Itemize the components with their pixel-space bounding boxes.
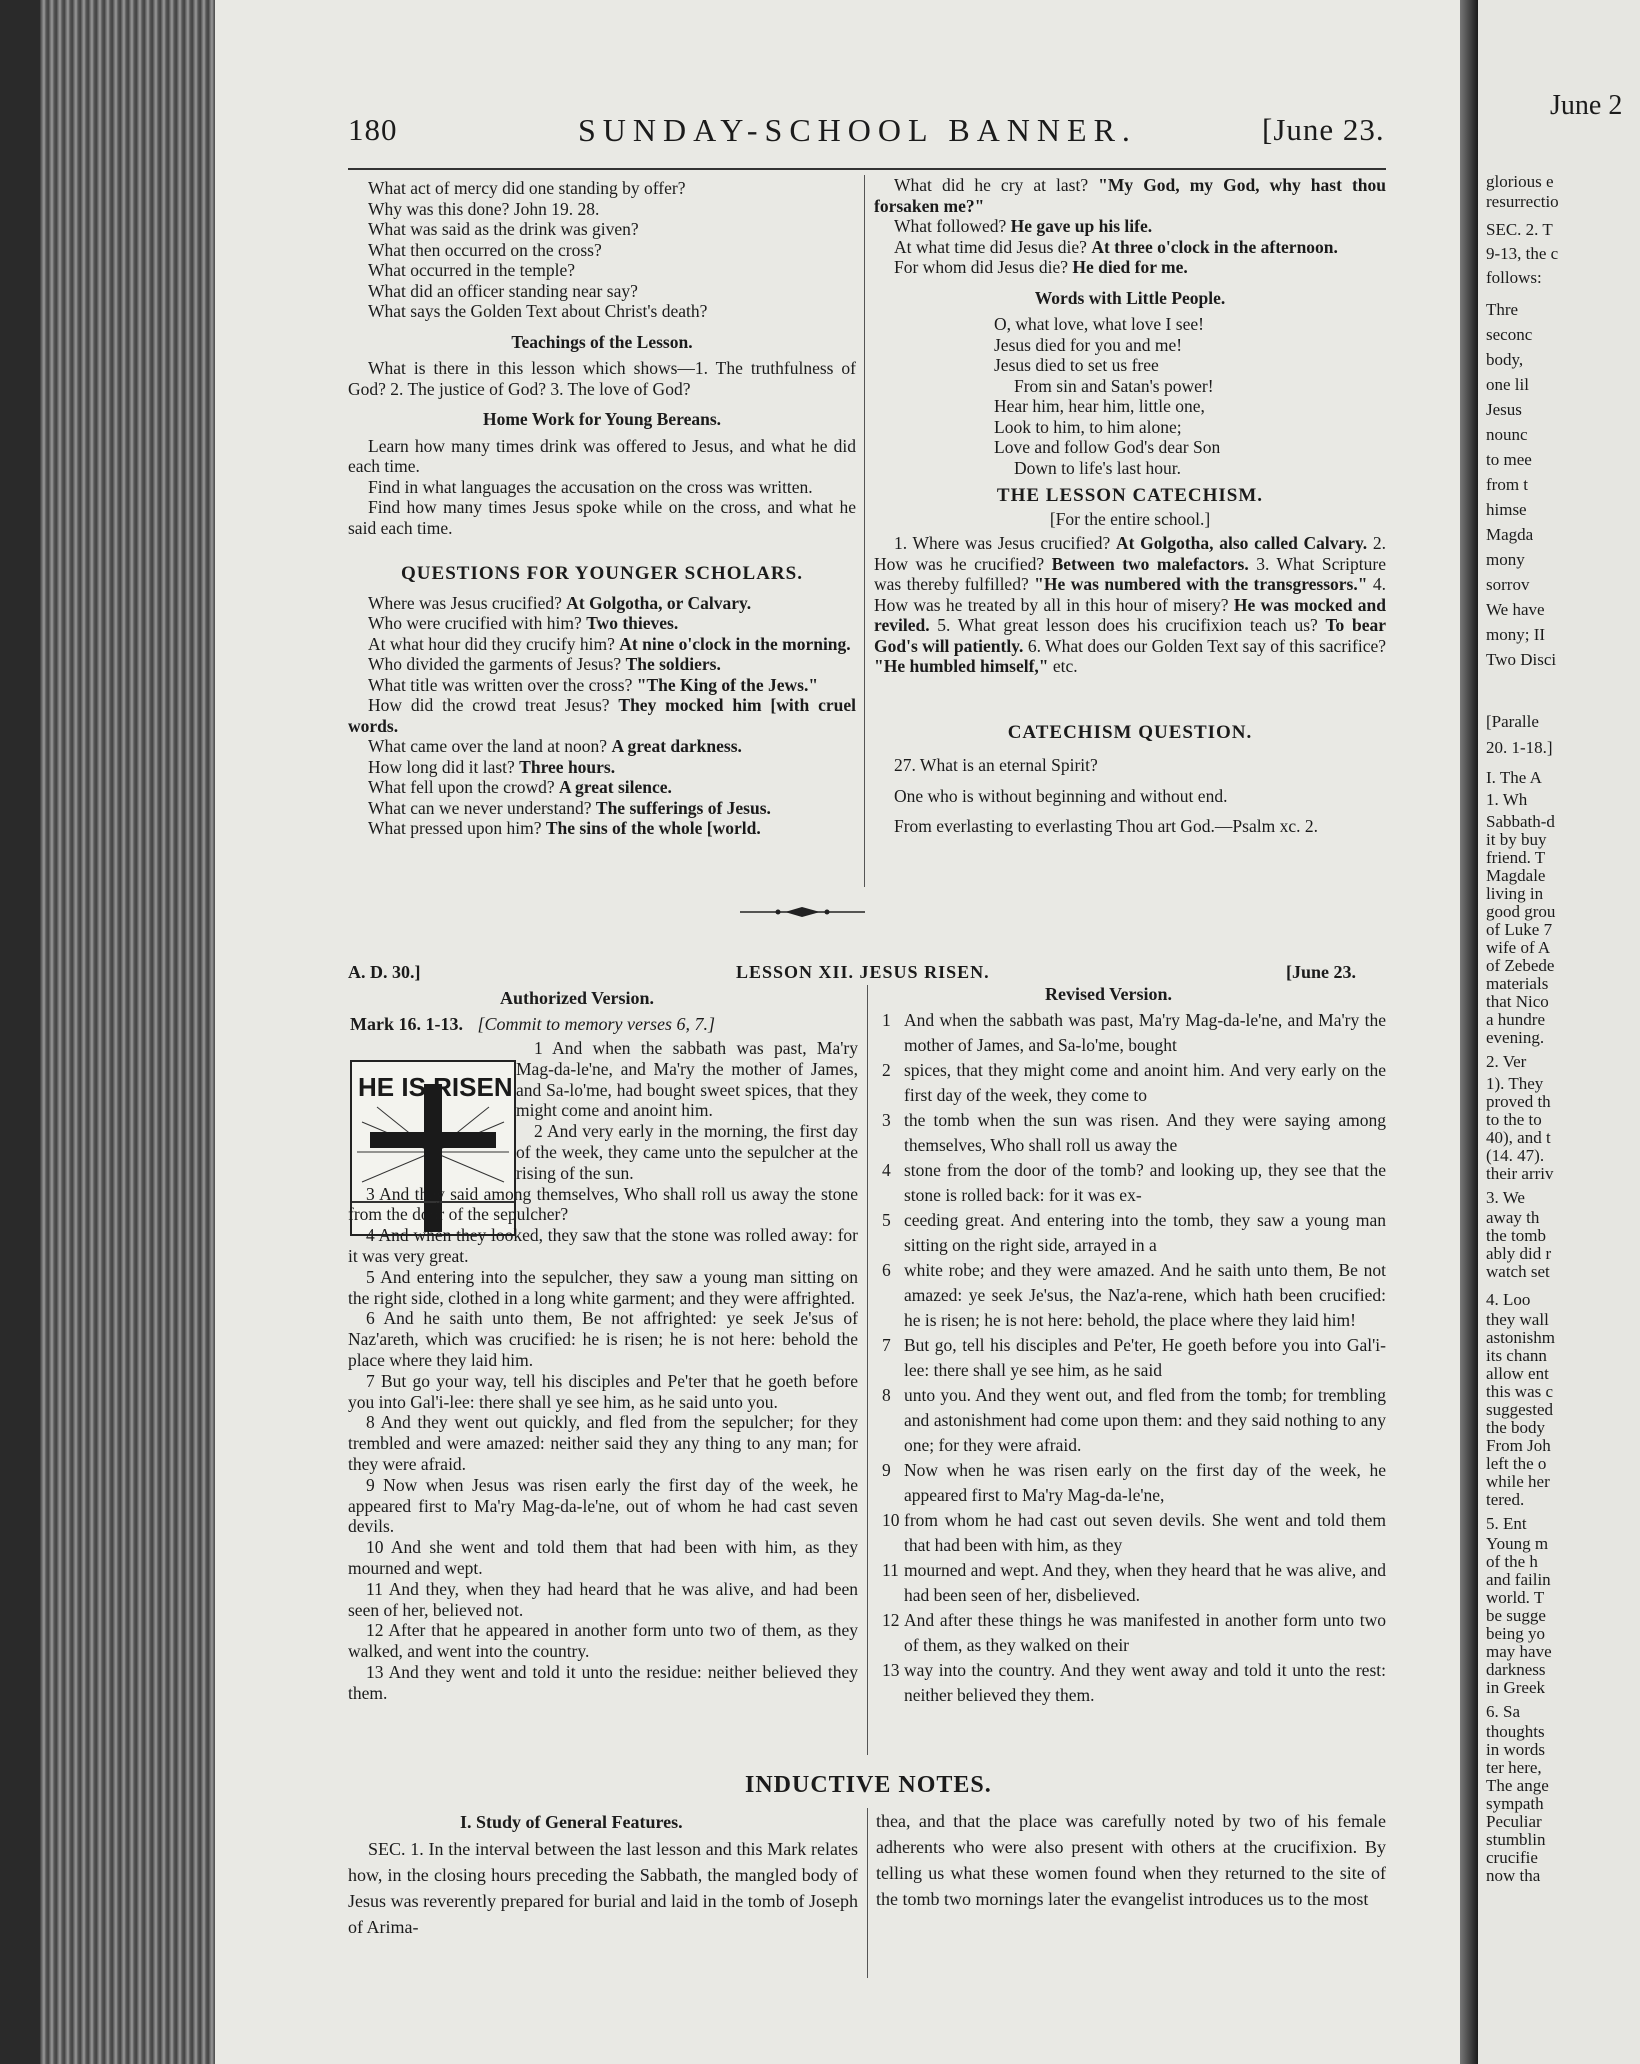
poem-line: Jesus died to set us free (994, 355, 1159, 375)
memory-verses: [Commit to memory verses 6, 7.] (477, 1014, 715, 1034)
next-page-line: from t (1486, 475, 1529, 494)
catechism-question: 5. What great lesson does his crucifixion teach us? (937, 615, 1318, 635)
next-page-line: that Nico (1486, 992, 1549, 1011)
notes-title: INDUCTIVE NOTES. (745, 1772, 992, 1798)
verse-number: 8 (882, 1385, 891, 1405)
verse-number: 4 (882, 1160, 891, 1180)
poem-line: Love and follow God's dear Son (994, 437, 1221, 457)
qa-question: What did he cry at last? (894, 175, 1089, 195)
poem-line: O, what love, what love I see! (994, 314, 1204, 334)
younger-qa (348, 675, 856, 696)
notes-left-text: SEC. 1. In the interval between the last lesson and this Mark relates how, in the closing hours preceding the Sabbath, the mangled body of Jesus was reverently prepared for burial and laid in the tomb of Joseph of Arima- (348, 1839, 858, 1937)
notes-right (876, 1808, 1386, 1912)
younger-question: What came over the land at noon? (368, 736, 608, 756)
younger-question: What pressed upon him? (368, 818, 542, 838)
next-page-line: in words (1486, 1740, 1546, 1759)
next-page-line: sympath (1486, 1794, 1544, 1813)
catechism-question: 1. Where was Jesus crucified? (894, 533, 1111, 553)
catechism-answer: "He was numbered with the transgressors." (1034, 574, 1368, 594)
authorized-verse: 13 And they went and told it unto the residue: neither believed they them. (348, 1661, 858, 1703)
younger-qa (348, 757, 856, 778)
authorized-verse: 11 And they, when they had heard that he was alive, and had been seen of her, believed not. (348, 1578, 858, 1620)
younger-question: What can we never understand? (368, 797, 592, 818)
revised-verse (878, 1383, 1386, 1458)
younger-answer: The sufferings of Jesus. (595, 797, 771, 818)
next-page-line: Sabbath-d (1486, 812, 1555, 831)
next-page-line: Magdale (1486, 866, 1546, 885)
catechism-subtitle: [For the entire school.] (1049, 508, 1211, 529)
authorized-verse: 9 Now when Jesus was risen early the first day of the week, he appeared first to Ma'ry Mag-da-le'ne, out of whom he had cast seven devils. (348, 1474, 858, 1537)
question-line: What did an officer standing near say? (368, 280, 638, 301)
next-page-line: wife of A (1486, 938, 1551, 957)
authorized-label: Authorized Version. (500, 988, 655, 1008)
next-page-line: world. T (1486, 1588, 1545, 1607)
revised-verse (878, 1608, 1386, 1658)
younger-qa (348, 695, 856, 736)
younger-answer: Two thieves. (586, 613, 679, 633)
left-column (348, 178, 856, 839)
catechism-end: etc. (1052, 656, 1078, 676)
qa-line (874, 216, 1386, 237)
catechism-answer: Between two malefactors. (1051, 553, 1249, 574)
book-gutter (1460, 0, 1478, 2064)
authorized-verse: 7 But go your way, tell his disciples and Pe'ter that he goeth before you into Gal'i-lee: there shall ye see him, as he said unto you. (348, 1370, 858, 1412)
younger-qa (348, 818, 856, 839)
verse-text: And when the sabbath was past, Ma'ry Mag-da-le'ne, and Ma'ry the mother of James, and Sa-lo'me, bought (904, 1010, 1386, 1055)
younger-question: Who divided the garments of Jesus? (368, 654, 622, 674)
next-page-line: one lil (1486, 375, 1529, 394)
next-page-line: they wall (1486, 1310, 1549, 1329)
authorized-version (348, 1038, 858, 1704)
next-page-line: it by buy (1486, 830, 1547, 849)
qa-question: What followed? (894, 216, 1007, 236)
next-page-line: allow ent (1486, 1364, 1549, 1383)
next-page-line: mony (1486, 550, 1525, 569)
catechism-answer: To bear God's will patiently. (874, 615, 1387, 656)
question-line: What says the Golden Text about Christ's death? (368, 301, 708, 321)
younger-qa (348, 798, 856, 819)
next-page-line: in Greek (1486, 1678, 1546, 1697)
younger-question: Where was Jesus crucified? (368, 592, 562, 613)
verse-text: unto you. And they went out, and fled from the tomb; for trembling and astonishment had come upon them: and they said nothing to any one; for they were afraid. (904, 1385, 1386, 1455)
younger-question: How did the crowd treat Jesus? (368, 695, 610, 715)
younger-answer: The soldiers. (625, 654, 721, 674)
next-page-line: proved th (1486, 1092, 1551, 1111)
lesson-date: [June 23. (1286, 962, 1357, 982)
little-people-title: Words with Little People. (1034, 287, 1226, 308)
verse-number: 2 (882, 1060, 891, 1080)
next-page-line: 9-13, the c (1486, 244, 1559, 263)
next-page-line: 4. Loo (1486, 1290, 1531, 1309)
qa-answer: He gave up his life. (1010, 216, 1153, 236)
column-divider (864, 175, 865, 887)
question-line: What was said as the drink was given? (368, 219, 639, 239)
qa-line (874, 175, 1386, 216)
qa-question: For whom did Jesus die? (894, 257, 1069, 277)
lesson-title: LESSON XII. JESUS RISEN. (736, 962, 990, 982)
verse-text: mourned and wept. And they, when they heard that he was alive, and had been seen of her, disbelieved. (904, 1560, 1386, 1605)
next-page-line: of Zebede (1486, 956, 1555, 975)
younger-answer: At Golgotha, or Calvary. (566, 592, 752, 613)
younger-answer: At nine o'clock in the morning. (619, 633, 851, 654)
header-rule (348, 168, 1386, 170)
next-page-line: glorious e (1486, 172, 1554, 191)
poem-line: Jesus died for you and me! (994, 334, 1183, 355)
next-page-line: ter here, (1486, 1758, 1542, 1777)
next-page-line: Thre (1486, 300, 1519, 319)
revised-label: Revised Version. (1045, 984, 1173, 1004)
verse-text: way into the country. And they went away and told it unto the rest: neither believed they them. (904, 1660, 1386, 1705)
poem-line: Hear him, hear him, little one, (994, 396, 1205, 416)
authorized-verse: 2 And very early in the morning, the first day of the week, they came unto the sepulcher at the rising of the sun. (516, 1121, 858, 1183)
verse-text: ceeding great. And entering into the tomb, they saw a young man sitting on the right side, arrayed in a (904, 1210, 1386, 1255)
next-page-line: 2. Ver (1486, 1052, 1527, 1071)
catechism-question: 2. How was he crucified? (874, 533, 1386, 574)
right-column (874, 175, 1386, 837)
younger-qa (348, 593, 856, 614)
verse-number: 11 (882, 1560, 899, 1580)
authorized-verse: 3 And they said among themselves, Who shall roll us away the stone from the door of the sepulcher? (348, 1183, 858, 1225)
next-page-line: being yo (1486, 1624, 1546, 1643)
poem-line: Look to him, to him alone; (994, 416, 1182, 437)
qa-answer: He died for me. (1072, 257, 1188, 277)
scripture-reference-row (350, 1014, 715, 1035)
catechism-answer: One who is without beginning and without end. (894, 785, 1228, 806)
homework-item: Find how many times Jesus spoke while on the cross, and what he said each time. (348, 497, 856, 538)
next-page-line: resurrectio (1486, 192, 1559, 211)
book-spine (40, 0, 215, 2064)
next-page-line: (14. 47). (1486, 1146, 1545, 1165)
lesson-divider (867, 985, 868, 1755)
catechism-answer: At Golgotha, also called Calvary. (1115, 533, 1368, 553)
he-is-risen-text: HE IS RISEN (358, 1072, 513, 1102)
ornament-divider (740, 905, 865, 919)
notes-subtitle: I. Study of General Features. (460, 1812, 683, 1832)
next-page-line: 1). They (1486, 1074, 1544, 1093)
next-page-line: and failin (1486, 1570, 1551, 1589)
verse-text: stone from the door of the tomb? and looking up, they see that the stone is rolled back: for it was ex- (904, 1160, 1386, 1205)
catechism-question: 27. What is an eternal Spirit? (894, 755, 1098, 775)
next-page-line: nounc (1486, 425, 1528, 444)
authorized-verse: 5 And entering into the sepulcher, they saw a young man sitting on the right side, clothed in a long white garment; and they were affrighted. (348, 1266, 858, 1308)
catechism-question: 6. What does our Golden Text say of this sacrifice? (1027, 635, 1387, 656)
next-page-line: mony; II (1486, 625, 1546, 644)
next-page-line: suggested (1486, 1400, 1554, 1419)
next-page-line: himse (1486, 500, 1527, 519)
next-page-line: 1. Wh (1486, 790, 1528, 809)
younger-answer: A great darkness. (611, 736, 742, 756)
next-page-line: now tha (1486, 1866, 1541, 1885)
revised-verse (878, 1333, 1386, 1383)
younger-answer: They mocked him [with cruel words. (348, 695, 857, 736)
next-page-line: to the to (1486, 1110, 1542, 1129)
next-page-line: From Joh (1486, 1436, 1551, 1455)
next-page-line: The ange (1486, 1776, 1549, 1795)
authorized-verse: 1 And when the sabbath was past, Ma'ry Mag-da-le'ne, and Ma'ry the mother of James, and Sa-lo'me, had bought sweet spices, that they might come and anoint him. (516, 1038, 858, 1121)
notes-right-text: thea, and that the place was carefully noted by two of his female adherents who were also present with others at the crucifixion. By telling us what these women found when they returned to the site of the tomb two mornings later the evangelist introduces us to the most (876, 1811, 1386, 1909)
next-page-line: away th (1486, 1208, 1540, 1227)
authorized-verse: 4 And when they looked, they saw that the stone was rolled away: for it was very great. (348, 1225, 858, 1266)
teachings-text: What is there in this lesson which shows—1. The truthfulness of God? 2. The justice of God? 3. The love of God? (348, 358, 856, 399)
verse-text: from whom he had cast out seven devils. She went and told them that had been with him, as they (904, 1510, 1386, 1555)
next-page-line: watch set (1486, 1262, 1550, 1281)
authorized-verse: 8 And they went out quickly, and fled from the sepulcher; for they trembled and were amazed: neither said they any thing to any man; for they were afraid. (348, 1412, 858, 1474)
next-page-line: may have (1486, 1642, 1552, 1661)
qa-line (874, 237, 1386, 258)
verse-text: But go, tell his disciples and Pe'ter, He goeth before you into Gal'i-lee: there shall ye see him, as he said (904, 1335, 1386, 1380)
next-page-line: follows: (1486, 268, 1542, 287)
verse-number: 10 (882, 1510, 900, 1530)
verse-text: spices, that they might come and anoint him. And very early on the first day of the week, they come to (904, 1060, 1386, 1105)
authorized-verse: 10 And she went and told them that had been with him, as they mourned and wept. (348, 1537, 858, 1578)
catechism-text (874, 533, 1386, 677)
page-title: SUNDAY-SCHOOL BANNER. (578, 112, 1137, 148)
next-page-line: 5. Ent (1486, 1514, 1527, 1533)
next-page-line: [Paralle (1486, 712, 1539, 731)
qa-answer: At three o'clock in the afternoon. (1091, 236, 1338, 257)
next-page-line: materials (1486, 974, 1549, 993)
next-page-line: while her (1486, 1472, 1550, 1491)
question-line: Why was this done? John 19. 28. (368, 198, 600, 219)
next-page-line: 3. We (1486, 1188, 1525, 1207)
younger-answer: A great silence. (558, 777, 672, 797)
scripture-reference: Mark 16. 1-13. (350, 1014, 463, 1034)
revised-verse (878, 1208, 1386, 1258)
younger-question: What fell upon the crowd? (368, 777, 555, 797)
revised-verse (878, 1108, 1386, 1158)
next-page-line: 20. 1-18.] (1486, 738, 1553, 757)
verse-number: 12 (882, 1610, 900, 1630)
younger-question: What title was written over the cross? (368, 674, 633, 695)
next-page-line: be sugge (1486, 1606, 1546, 1625)
poem-line: From sin and Satan's power! (1014, 375, 1214, 396)
younger-question: Who were crucified with him? (368, 613, 582, 633)
younger-qa (348, 736, 856, 757)
next-page-line: ably did r (1486, 1244, 1552, 1263)
next-page-line: their arriv (1486, 1164, 1554, 1183)
revised-verse (878, 1058, 1386, 1108)
catechism-question: 3. What Scripture was thereby fulfilled? (874, 553, 1386, 594)
verse-number: 3 (882, 1110, 891, 1130)
next-page-line: of the h (1486, 1552, 1538, 1571)
verse-number: 13 (882, 1660, 900, 1680)
catechism-question: 4. How was he treated by all in this hour of misery? (874, 574, 1387, 615)
younger-question: At what hour did they crucify him? (368, 633, 615, 654)
verse-number: 6 (882, 1260, 891, 1280)
next-page-line: the body (1486, 1418, 1546, 1437)
homework-item: Find in what languages the accusation on the cross was written. (368, 476, 813, 497)
catechism-question-title: CATECHISM QUESTION. (1007, 721, 1253, 743)
next-page-line: We have (1486, 600, 1545, 619)
next-page-line: astonishm (1486, 1328, 1555, 1347)
verse-text: And after these things he was manifested in another form unto two of them, as they walked on their (904, 1610, 1386, 1655)
younger-qa (348, 613, 856, 634)
next-page-line: I. The A (1486, 768, 1542, 787)
next-page-line: 6. Sa (1486, 1702, 1520, 1721)
next-page-line: Young m (1486, 1534, 1549, 1553)
homework-item: Learn how many times drink was offered to Jesus, and what he did each time. (348, 435, 856, 476)
question-line: What act of mercy did one standing by offer? (368, 178, 686, 198)
revised-version (878, 1008, 1386, 1708)
poem-line: Down to life's last hour. (1014, 457, 1181, 478)
question-line: What then occurred on the cross? (368, 239, 602, 260)
next-page-line: its chann (1486, 1346, 1547, 1365)
verse-number: 7 (882, 1335, 891, 1355)
next-page-line: friend. T (1486, 848, 1546, 867)
catechism-title: THE LESSON CATECHISM. (996, 485, 1264, 506)
revised-verse (878, 1258, 1386, 1333)
notes-divider (867, 1808, 868, 1978)
page-number: 180 (348, 112, 398, 147)
next-page-line: seconc (1486, 325, 1533, 344)
revised-verse (878, 1458, 1386, 1508)
next-page-line: sorrov (1486, 575, 1530, 594)
authorized-verse: 12 After that he appeared in another form unto two of them, as they walked, and went into the country. (348, 1620, 858, 1662)
authorized-verse: 6 And he saith unto them, Be not affrighted: ye seek Je'sus of Naz'areth, which was crucified: he is risen; he is not here: behold the place where they laid him. (348, 1308, 858, 1370)
next-page-line: crucifie (1486, 1848, 1538, 1867)
next-page-line: darkness (1486, 1660, 1546, 1679)
revised-verse (878, 1158, 1386, 1208)
younger-qa (348, 634, 856, 655)
next-page-line: stumblin (1486, 1830, 1546, 1849)
next-page-line: good grou (1486, 902, 1556, 921)
revised-verse (878, 1508, 1386, 1558)
verse-number: 5 (882, 1210, 891, 1230)
catechism-answer: He was mocked and reviled. (874, 594, 1386, 635)
next-page-line: this was c (1486, 1382, 1554, 1401)
next-page-line: Jesus (1486, 400, 1522, 419)
next-page-line: left the o (1486, 1454, 1547, 1473)
verse-number: 9 (882, 1460, 891, 1480)
qa-line (874, 257, 1386, 278)
verse-text: Now when he was risen early on the first day of the week, he appeared first to Ma'ry Mag-da-le'ne, (904, 1460, 1386, 1505)
verse-text: the tomb when the sun was risen. And they were saying among themselves, Who shall roll us away the (904, 1110, 1386, 1155)
next-page-line: Two Disci (1486, 650, 1557, 669)
qa-question: At what time did Jesus die? (894, 236, 1087, 257)
younger-answer: "The King of the Jews." (636, 674, 819, 695)
younger-qa (348, 654, 856, 675)
header-date: [June 23. (1262, 112, 1385, 147)
next-page-line: body, (1486, 350, 1524, 369)
verse-text: white robe; and they were amazed. And he saith unto them, Be not amazed: ye seek Je'sus, the Naz'a-rene, which hath been crucified: he is risen; he is not here: behold, the place where they laid him! (904, 1260, 1386, 1330)
next-page-line: living in (1486, 884, 1544, 903)
next-page-line: SEC. 2. T (1486, 220, 1553, 239)
younger-question: How long did it last? (368, 756, 515, 777)
homework-title: Home Work for Young Bereans. (482, 409, 722, 429)
next-page-header: June 2 (1550, 90, 1623, 121)
next-page-line: of Luke 7 (1486, 920, 1553, 939)
revised-verse (878, 1008, 1386, 1058)
notes-left (348, 1836, 858, 1940)
lesson-year: A. D. 30.] (348, 962, 421, 982)
verse-number: 1 (882, 1010, 891, 1030)
next-page-line: thoughts (1486, 1722, 1545, 1741)
younger-qa (348, 777, 856, 798)
younger-answer: Three hours. (519, 756, 616, 777)
catechism-reference: From everlasting to everlasting Thou art God.—Psalm xc. 2. (894, 816, 1318, 836)
younger-answer: The sins of the whole [world. (545, 818, 761, 838)
catechism-answer: "He humbled himself," (874, 656, 1049, 676)
question-line: What occurred in the temple? (368, 260, 575, 280)
poem (994, 314, 1386, 478)
next-page-line: tered. (1486, 1490, 1525, 1509)
next-page-line: a hundre (1486, 1010, 1546, 1029)
younger-title: QUESTIONS FOR YOUNGER SCHOLARS. (401, 563, 803, 584)
revised-verse (878, 1558, 1386, 1608)
teachings-title: Teachings of the Lesson. (511, 331, 693, 352)
qa-answer: "My God, my God, why hast thou forsaken me?" (874, 175, 1387, 216)
next-page (1478, 0, 1640, 2064)
next-page-line: to mee (1486, 450, 1532, 469)
revised-verse (878, 1658, 1386, 1708)
next-page-line: Magda (1486, 525, 1534, 544)
next-page-line: evening. (1486, 1028, 1545, 1047)
next-page-line: Peculiar (1486, 1812, 1542, 1831)
next-page-line: 40), and t (1486, 1128, 1551, 1147)
next-page-line: the tomb (1486, 1226, 1546, 1245)
